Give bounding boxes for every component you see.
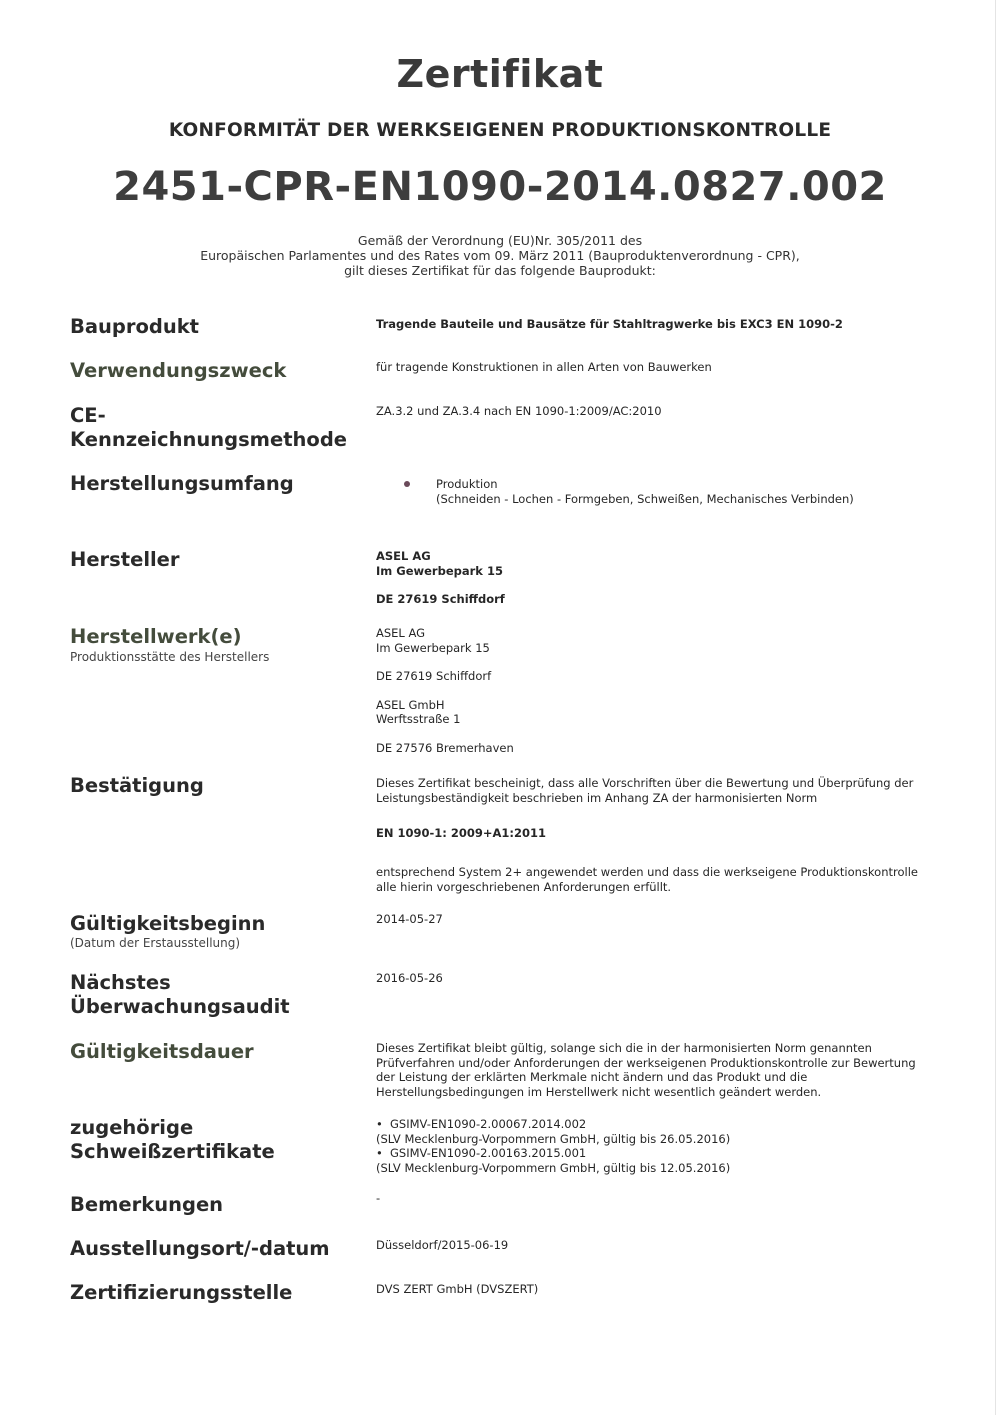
weld-cert-number: GSIMV-EN1090-2.00067.2014.002 xyxy=(390,1117,587,1131)
sublabel-gueltigkeitsbeginn: (Datum der Erstausstellung) xyxy=(70,936,241,950)
label-ce-kennzeichnung xyxy=(70,404,370,452)
label-hersteller: Hersteller xyxy=(70,548,180,571)
value-hersteller xyxy=(376,549,936,607)
value-herstellungsumfang xyxy=(436,477,936,507)
label-herstellwerk: Herstellwerk(e) xyxy=(70,625,242,648)
text-line: Herstellungsbedingungen im Herstellwerk nicht wesentlich geändert werden. xyxy=(376,1084,822,1099)
value-naechstes-audit: 2016-05-26 xyxy=(376,971,443,985)
value-ausstellung: Düsseldorf/2015-06-19 xyxy=(376,1238,509,1252)
certificate-number: 2451-CPR-EN1090-2014.0827.002 xyxy=(113,164,887,210)
label-bemerkungen: Bemerkungen xyxy=(70,1193,224,1216)
value-verwendungszweck: für tragende Konstruktionen in allen Arten von Bauwerken xyxy=(376,360,712,374)
label-naechstes-audit xyxy=(70,971,370,1019)
label-bauprodukt: Bauprodukt xyxy=(70,315,200,338)
hersteller-name: ASEL AG xyxy=(376,549,431,563)
value-bestaetigung-2 xyxy=(376,865,936,894)
label-gueltigkeitsbeginn: Gültigkeitsbeginn xyxy=(70,912,266,935)
bullet-icon xyxy=(404,481,410,487)
text-line: alle hierin vorgeschriebenen Anforderungen erfüllt. xyxy=(376,879,672,894)
hersteller-street: Im Gewerbepark 15 xyxy=(376,563,503,578)
page-edge xyxy=(995,0,996,1415)
site2-city: DE 27576 Bremerhaven xyxy=(376,740,514,755)
value-bestaetigung xyxy=(376,776,936,805)
intro-line: gilt dieses Zertifikat für das folgende Bauprodukt: xyxy=(344,263,656,278)
weld-cert-note: (SLV Mecklenburg-Vorpommern GmbH, gültig bis 12.05.2016) xyxy=(376,1160,731,1175)
intro-line: Gemäß der Verordnung (EU)Nr. 305/2011 des xyxy=(357,233,643,248)
text-line: Dieses Zertifikat bescheinigt, dass alle Vorschriften über die Bewertung und Überprüfung der xyxy=(376,776,914,790)
text-line: entsprechend System 2+ angewendet werden und dass die werkseigene Produktionskontrolle xyxy=(376,865,918,879)
text-line: Leistungsbeständigkeit beschrieben im Anhang ZA der harmonisierten Norm xyxy=(376,790,818,805)
value-zertifizierungsstelle: DVS ZERT GmbH (DVSZERT) xyxy=(376,1282,539,1296)
text-line: der Leistung der erklärten Merkmale nicht ändern und das Produkt und die xyxy=(376,1070,808,1084)
intro-text xyxy=(0,233,1000,278)
value-gueltigkeitsbeginn: 2014-05-27 xyxy=(376,912,443,926)
scope-title: Produktion xyxy=(436,477,498,491)
list-item xyxy=(376,1117,936,1132)
label-gueltigkeitsdauer: Gültigkeitsdauer xyxy=(70,1040,254,1063)
list-item xyxy=(376,1146,936,1161)
site1-city: DE 27619 Schiffdorf xyxy=(376,669,492,683)
sublabel-herstellwerk: Produktionsstätte des Herstellers xyxy=(70,650,270,664)
value-bemerkungen: - xyxy=(376,1191,381,1205)
label-line: Überwachungsaudit xyxy=(70,995,290,1018)
hersteller-city: DE 27619 Schiffdorf xyxy=(376,592,505,606)
label-ausstellung: Ausstellungsort/-datum xyxy=(70,1237,330,1260)
value-bauprodukt: Tragende Bauteile und Bausätze für Stahltragwerke bis EXC3 EN 1090-2 xyxy=(376,317,843,331)
label-line: zugehörige xyxy=(70,1116,194,1139)
label-line: Schweißzertifikate xyxy=(70,1140,275,1163)
bullet-icon: • xyxy=(376,1146,383,1160)
label-verwendungszweck: Verwendungszweck xyxy=(70,359,287,382)
label-schweisszertifikate xyxy=(70,1116,370,1164)
text-line: Prüfverfahren und/oder Anforderungen der werkseigenen Produktionskontrolle zur Bewertung xyxy=(376,1055,916,1070)
value-ce-kennzeichnung: ZA.3.2 und ZA.3.4 nach EN 1090-1:2009/AC:2010 xyxy=(376,404,662,418)
label-line: CE- xyxy=(70,404,106,427)
site1-name: ASEL AG xyxy=(376,626,426,640)
label-bestaetigung: Bestätigung xyxy=(70,774,204,797)
value-schweisszertifikate xyxy=(376,1117,936,1175)
bullet-icon: • xyxy=(376,1117,383,1131)
site2-street: Werftsstraße 1 xyxy=(376,712,461,726)
site2-name: ASEL GmbH xyxy=(376,697,445,712)
label-zertifizierungsstelle: Zertifizierungsstelle xyxy=(70,1281,293,1304)
document-title: Zertifikat xyxy=(396,52,604,96)
value-herstellwerk xyxy=(376,626,936,755)
scope-detail: (Schneiden - Lochen - Formgeben, Schweißen, Mechanisches Verbinden) xyxy=(436,492,854,506)
value-gueltigkeitsdauer xyxy=(376,1041,936,1099)
label-herstellungsumfang: Herstellungsumfang xyxy=(70,472,294,495)
text-line: Dieses Zertifikat bleibt gültig, solange sich die in der harmonisierten Norm genannten xyxy=(376,1041,872,1055)
intro-line: Europäischen Parlamentes und des Rates vom 09. März 2011 (Bauproduktenverordnung - CPR), xyxy=(200,248,800,263)
site1-street: Im Gewerbepark 15 xyxy=(376,640,490,655)
label-line: Nächstes xyxy=(70,971,171,994)
weld-cert-number: GSIMV-EN1090-2.00163.2015.001 xyxy=(390,1146,587,1160)
document-subtitle: KONFORMITÄT DER WERKSEIGENEN PRODUKTIONSKONTROLLE xyxy=(168,120,832,141)
weld-cert-note: (SLV Mecklenburg-Vorpommern GmbH, gültig bis 26.05.2016) xyxy=(376,1131,731,1146)
value-norm: EN 1090-1: 2009+A1:2011 xyxy=(376,826,547,840)
label-line: Kennzeichnungsmethode xyxy=(70,428,347,451)
